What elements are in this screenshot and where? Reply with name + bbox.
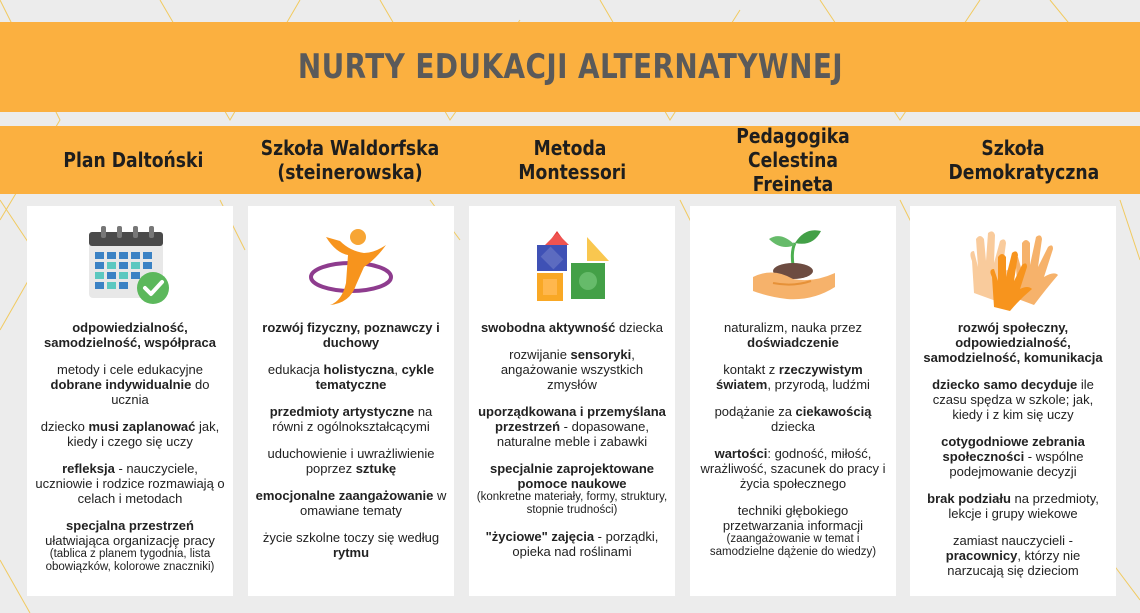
item-text: podążanie za — [714, 404, 796, 419]
blocks-icon — [469, 216, 675, 316]
card-waldorf — [248, 206, 454, 596]
item-text: jak, kiedy i czego się uczy — [67, 419, 220, 449]
item-text: rozwijanie — [509, 347, 571, 362]
list-item — [475, 461, 669, 517]
note-text: (konkretne materiały, formy, struktury, stopnie trudności) — [476, 491, 668, 516]
card-text-list — [33, 320, 227, 586]
card-freinet — [690, 206, 896, 596]
bold-text: ciekawością — [795, 404, 872, 419]
bold-text: specjalnie zaprojektowane pomoce naukowe — [489, 461, 654, 491]
list-item — [696, 404, 890, 434]
item-text: , angażowanie wszystkich zmysłów — [500, 347, 644, 392]
bold-text: rytmu — [332, 545, 370, 560]
bold-text: musi zaplanować — [88, 419, 196, 434]
bold-text: emocjonalne zaangażowanie — [255, 488, 434, 503]
item-text: edukacja — [267, 362, 324, 377]
list-item — [475, 320, 669, 335]
item-text: na równi z ogólnokształcącymi — [272, 404, 433, 434]
card-text-list — [696, 320, 890, 571]
list-item — [696, 362, 890, 392]
item-text: ile czasu spędza w szkole; jak, kiedy i z kim się uczy — [932, 377, 1094, 422]
card-democratic — [910, 206, 1116, 596]
bold-text: rozwój społeczny, odpowiedzialność, samodzielność, komunikacja — [923, 320, 1103, 365]
list-item — [33, 362, 227, 407]
note-text: (tablica z planem tygodnia, lista obowiązków, kolorowe znaczniki) — [45, 548, 215, 573]
list-item — [475, 404, 669, 449]
list-item — [254, 488, 448, 518]
list-item — [33, 419, 227, 449]
list-item — [254, 530, 448, 560]
card-dalton — [27, 206, 233, 596]
list-item — [254, 362, 448, 392]
bold-text: sztukę — [355, 461, 397, 476]
list-item — [254, 446, 448, 476]
column-heading-montessori: Metoda Montessori — [518, 136, 627, 184]
item-text: , — [394, 362, 402, 377]
list-item — [916, 533, 1110, 578]
raised-hands-icon — [910, 216, 1116, 316]
bold-text: doświadczenie — [747, 335, 839, 350]
bold-text: dziecko samo decyduje — [932, 377, 1078, 392]
bold-text: cykle tematyczne — [315, 362, 435, 392]
item-text: metody i cele edukacyjne — [57, 362, 203, 377]
list-item — [475, 347, 669, 392]
card-text-list — [475, 320, 669, 571]
list-item — [916, 434, 1110, 479]
bold-text: rzeczywistym światem — [716, 362, 863, 392]
bold-text: odpowiedzialność, samodzielność, współpraca — [44, 320, 216, 350]
item-text: - porządki, opieka nad roślinami — [512, 529, 659, 559]
item-text: , którzy nie narzucają się dzieciom — [947, 548, 1081, 578]
bold-text: przedmioty artystyczne — [269, 404, 415, 419]
item-text: naturalizm, nauka przez — [723, 320, 862, 335]
item-text: ułatwiająca organizację pracy — [45, 533, 215, 548]
column-heading-waldorf: Szkoła Waldorfska (steinerowska) — [260, 136, 440, 184]
item-text: - nauczyciele, uczniowie i rodzice rozmawiają o celach i metodach — [35, 461, 225, 506]
list-item — [33, 320, 227, 350]
list-item — [916, 491, 1110, 521]
item-text: zamiast nauczycieli - — [953, 533, 1073, 548]
title-banner — [0, 22, 1140, 112]
bold-text: brak podziału — [927, 491, 1011, 506]
item-text: życie szkolne toczy się według — [262, 530, 440, 545]
bold-text: "życiowe" zajęcia — [485, 529, 595, 544]
bold-text: specjalna przestrzeń — [66, 518, 194, 533]
person-ring-icon — [248, 216, 454, 316]
item-text: dziecko — [40, 419, 89, 434]
list-item — [475, 529, 669, 559]
bold-text: sensoryki — [570, 347, 632, 362]
column-heading-freinet: Pedagogika Celestina Freineta — [736, 124, 850, 196]
list-item — [254, 404, 448, 434]
calendar-check-icon — [27, 216, 233, 316]
list-item — [696, 320, 890, 350]
list-item — [254, 320, 448, 350]
item-text: techniki głębokiego przetwarzania informacji — [722, 503, 864, 533]
item-text: - wspólne podejmowanie decyzji — [949, 449, 1084, 479]
bold-text: refleksja — [62, 461, 115, 476]
bold-text: wartości — [714, 446, 768, 461]
column-heading-democratic: Szkoła Demokratyczna — [948, 136, 1100, 184]
list-item — [696, 446, 890, 491]
bold-text: cotygodniowe zebrania społeczności — [941, 434, 1085, 464]
bold-text: holistyczna — [323, 362, 395, 377]
card-text-list — [916, 320, 1110, 590]
item-text: : godność, miłość, wrażliwość, szacunek do pracy i życia społecznego — [700, 446, 886, 491]
card-montessori — [469, 206, 675, 596]
list-item — [33, 461, 227, 506]
item-text: - dopasowane, naturalne meble i zabawki — [496, 419, 649, 449]
item-text: kontakt z — [723, 362, 779, 377]
item-text: na przedmioty, lekcje i grupy wiekowe — [948, 491, 1099, 521]
bold-text: dobrane indywidualnie — [50, 377, 192, 392]
item-text: dziecka — [615, 320, 664, 335]
list-item — [696, 503, 890, 559]
item-text: w omawiane tematy — [300, 488, 447, 518]
list-item — [916, 377, 1110, 422]
page-title: NURTY EDUKACJI ALTERNATYWNEJ — [297, 47, 843, 87]
bold-text: rozwój fizyczny, poznawczy i duchowy — [262, 320, 440, 350]
list-item — [916, 320, 1110, 365]
item-text: uduchowienie i uwrażliwienie poprzez — [267, 446, 435, 476]
hand-sprout-icon — [690, 216, 896, 316]
bold-text: pracownicy — [945, 548, 1018, 563]
column-heading-dalton: Plan Daltoński — [63, 148, 203, 172]
note-text: (zaangażowanie w temat i samodzielne dążenie do wiedzy) — [709, 533, 877, 558]
item-text: , przyrodą, ludźmi — [767, 377, 870, 392]
bold-text: swobodna aktywność — [480, 320, 616, 335]
item-text: dziecka — [770, 419, 816, 434]
item-text: do ucznia — [111, 377, 210, 407]
bold-text: uporządkowana i przemyślana przestrzeń — [478, 404, 666, 434]
list-item — [33, 518, 227, 574]
card-text-list — [254, 320, 448, 572]
